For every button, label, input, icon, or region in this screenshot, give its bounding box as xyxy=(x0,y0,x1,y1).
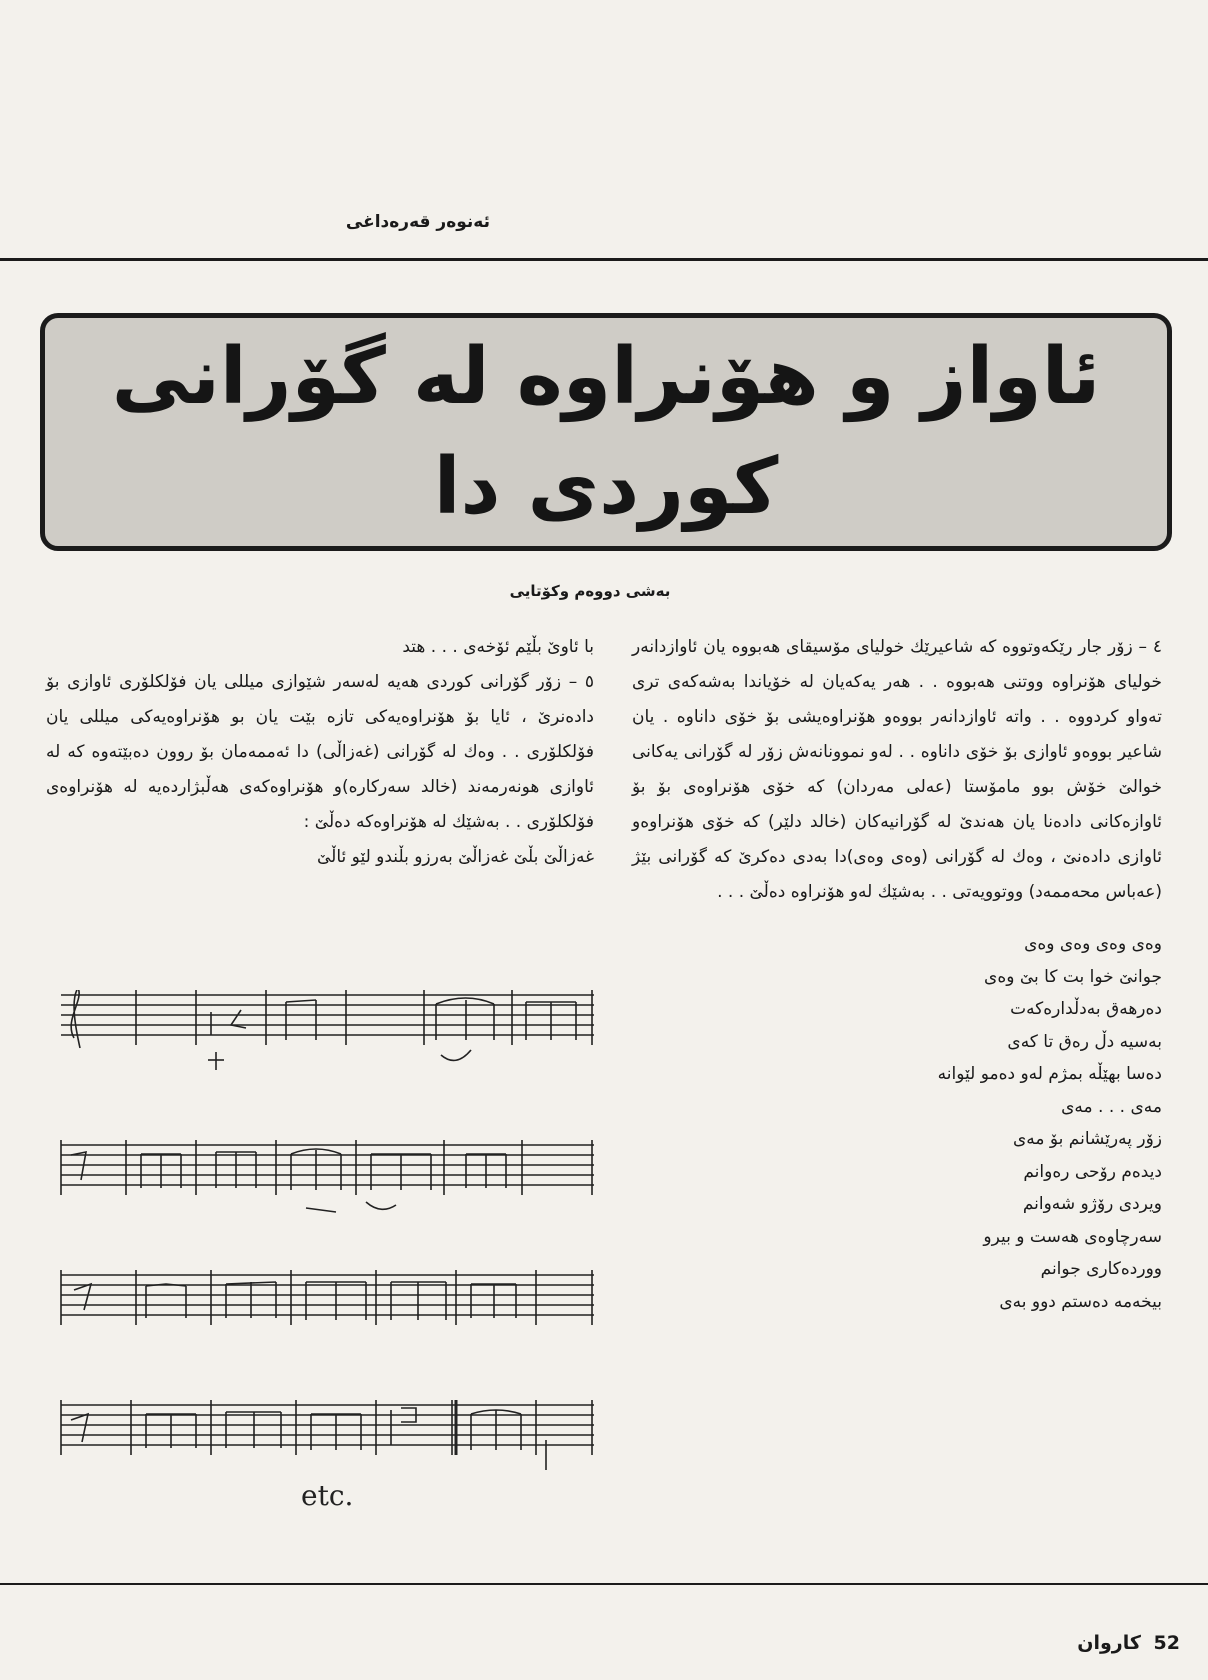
poem-line: بەسیە دڵ رەق تا كەی xyxy=(1007,1031,1162,1052)
left-column xyxy=(46,630,594,875)
author-name: ئەنوەر قەرەداغی xyxy=(345,212,490,232)
poem-line: ووردەكاری جوانم xyxy=(1040,1259,1162,1279)
etc-handwritten: etc. xyxy=(301,1479,354,1512)
poem-line: وەی وەی وەی وەی xyxy=(1024,934,1162,954)
title-line-2: كوردی دا xyxy=(433,442,779,532)
page-number: 52 xyxy=(1153,1632,1180,1654)
poem-line: مەی . . . مەی xyxy=(1061,1096,1162,1117)
staff-2 xyxy=(61,1140,594,1212)
poem xyxy=(632,928,1162,1318)
staff-1 xyxy=(61,990,594,1070)
poem-line: ویردی رۆژو شەوانم xyxy=(1022,1194,1162,1214)
poem-line: سەرچاوەی هەست و بیرو xyxy=(983,1226,1162,1247)
staff-3 xyxy=(61,1270,594,1325)
poem-continuation-line: با ئاوێ بڵێم ئۆخەی . . . هتد xyxy=(402,637,594,657)
footer-rule xyxy=(0,1583,1208,1585)
paragraph-5: ٥ – زۆر گۆرانی كوردی هەیە لەسەر شێوازی میللی یان فۆلكلۆری ئاوازی بۆ دادەنرێ ، ئایا بۆ هۆنراوەیەكی تازە بێت یان بو هۆنراوەیەكی میللی یان فۆلكلۆری . . وەك لە گۆرانی (غەزاڵی) دا ئەممەمان بۆ روون دەبێتەوە كە لە ئاوازی هونەرمەند (خالد سەركارە)و هۆنراوەكەی هەڵبژاردەیە لە هۆنراوەی فۆلكلۆری . . بەشێك لە هۆنراوەكە دەڵێ : xyxy=(46,672,594,832)
poem-line: زۆر پەرێشانم بۆ مەی xyxy=(1012,1129,1162,1149)
music-notation xyxy=(46,990,594,1530)
staff-4 xyxy=(61,1400,594,1470)
poem-line: دەسا بهێڵە بمژم لەو دەمو لێوانە xyxy=(937,1064,1162,1084)
right-column xyxy=(632,630,1162,1318)
poem-line: دەرهەق بەدڵدارەكەت xyxy=(1010,999,1162,1019)
page-footer xyxy=(1030,1632,1180,1654)
poem-line: دیدەم رۆحی رەوانم xyxy=(1023,1161,1162,1182)
poem-line: بیخەمە دەستم دوو بەی xyxy=(999,1291,1162,1312)
article-subtitle: بەشی دووەم وكۆتایی xyxy=(509,582,671,600)
poem-line: جوانێ خوا بت كا بێ وەی xyxy=(984,966,1162,987)
treble-clef-icon xyxy=(71,990,80,1048)
title-box xyxy=(40,313,1172,551)
header-rule xyxy=(0,258,1208,261)
title-line-1: ئاواز و هۆنراوه له گۆرانی xyxy=(111,332,1101,422)
paragraph-4: ٤ – زۆر جار رێكەوتووە كە شاعیرێك خولیای مۆسیقای هەبووە یان ئاوازدانەر خولیای هۆنراوە ووتنی هەبووە . . هەر یەكەیان لە خۆیاندا بەشەكەی تری تەواو كردووە . . واتە ئاوازدانەر بووەو هۆنراوەیشی بۆ خۆی داناوە . یان شاعیر بووەو ئاوازی بۆ خۆی داناوە . . لەو نموونانەش زۆر لە گۆرانی یەكانی خوالێ خۆش بوو مامۆستا (عەلی مەردان) كە خۆی هۆنراوەی بۆ بۆ ئاوازەكانی دادەنا یان هەندێ لە گۆرانیەكان (خالد دلێر) كە خۆی هۆنراوەو ئاوازی دادەنێ ، وەك لە گۆرانی (وەی وەی)دا بەدی دەكرێ كە گۆرانی بێژ (عەباس محەممەد) ووتوویەتی . . بەشێك لەو هۆنراوە دەڵێ . . . xyxy=(632,637,1162,902)
magazine-name: كاروان xyxy=(1077,1632,1141,1654)
lyric-line: غەزاڵێ بڵێ غەزاڵێ بەرزو بڵندو لێو ئاڵێ xyxy=(317,847,594,867)
